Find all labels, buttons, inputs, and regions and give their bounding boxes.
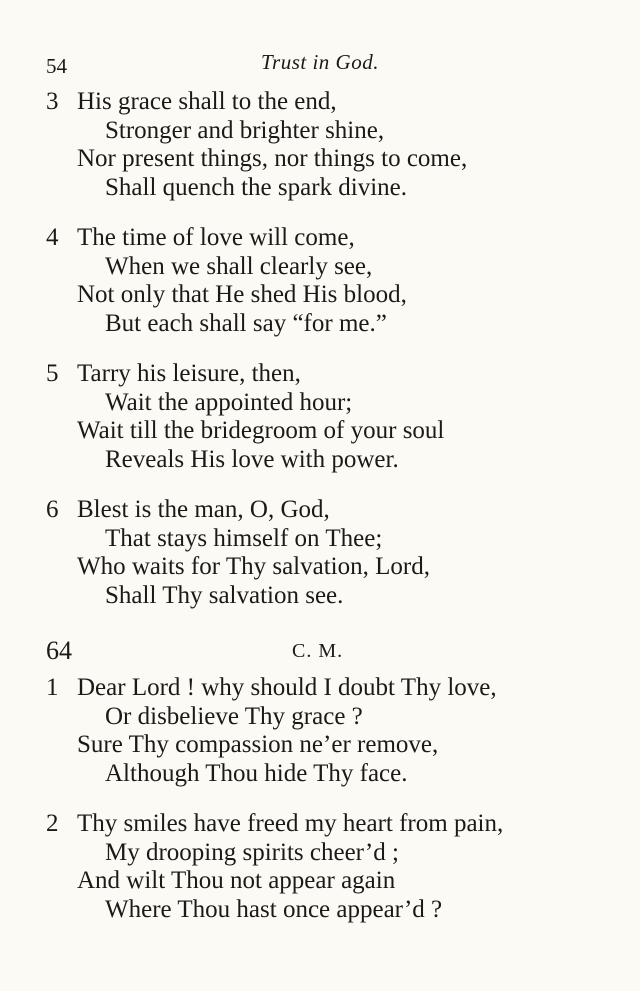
- verse-line: Dear Lord ! why should I doubt Thy love,: [77, 674, 497, 701]
- verse-line: Shall Thy salvation see.: [105, 581, 344, 609]
- running-title: Trust in God.: [261, 50, 379, 74]
- verse-line: When we shall clearly see,: [105, 252, 373, 280]
- verse-line: His grace shall to the end,: [77, 88, 337, 115]
- page-number: 54: [46, 54, 67, 78]
- verse-line: And wilt Thou not appear again: [77, 867, 396, 894]
- stanza-63-6: [0, 496, 640, 610]
- verse-line: Wait the appointed hour;: [105, 388, 353, 416]
- stanza-number: 4: [46, 224, 59, 251]
- verse-line: Wait till the bridegroom of your soul: [77, 417, 445, 444]
- verse-line: My drooping spirits cheer’d ;: [105, 838, 399, 866]
- hymn-64-heading: [0, 636, 640, 670]
- verse-line: Although Thou hide Thy face.: [105, 759, 408, 787]
- verse-line: But each shall say “for me.”: [105, 309, 387, 337]
- verse-line: Blest is the man, O, God,: [77, 496, 330, 523]
- verse-line: Nor present things, nor things to come,: [77, 145, 468, 172]
- stanza-64-1: [0, 674, 640, 788]
- verse-line: Or disbelieve Thy grace ?: [105, 702, 363, 730]
- verse-line: Sure Thy compassion ne’er remove,: [77, 731, 439, 758]
- verse-line: Reveals His love with power.: [105, 445, 399, 473]
- hymn-number: 64: [46, 636, 72, 665]
- stanza-63-3: [0, 88, 640, 202]
- stanza-number: 2: [46, 810, 59, 837]
- verse-line: Where Thou hast once appear’d ?: [105, 895, 443, 923]
- verse-line: Stronger and brighter shine,: [105, 116, 385, 144]
- page-header: [0, 48, 640, 82]
- stanza-63-4: [0, 224, 640, 338]
- stanza-64-2: [0, 810, 640, 924]
- verse-line: Not only that He shed His blood,: [77, 281, 407, 308]
- stanza-number: 5: [46, 360, 59, 387]
- page-content: [0, 88, 640, 946]
- verse-line: That stays himself on Thee;: [105, 524, 383, 552]
- verse-line: The time of love will come,: [77, 224, 355, 251]
- verse-line: Shall quench the spark divine.: [105, 173, 408, 201]
- stanza-number: 6: [46, 496, 59, 523]
- stanza-number: 3: [46, 88, 59, 115]
- verse-line: Who waits for Thy salvation, Lord,: [77, 553, 430, 580]
- verse-line: Tarry his leisure, then,: [77, 360, 301, 387]
- stanza-number: 1: [46, 674, 59, 701]
- stanza-63-5: [0, 360, 640, 474]
- verse-line: Thy smiles have freed my heart from pain,: [77, 810, 504, 837]
- hymn-meter: C. M.: [292, 640, 344, 662]
